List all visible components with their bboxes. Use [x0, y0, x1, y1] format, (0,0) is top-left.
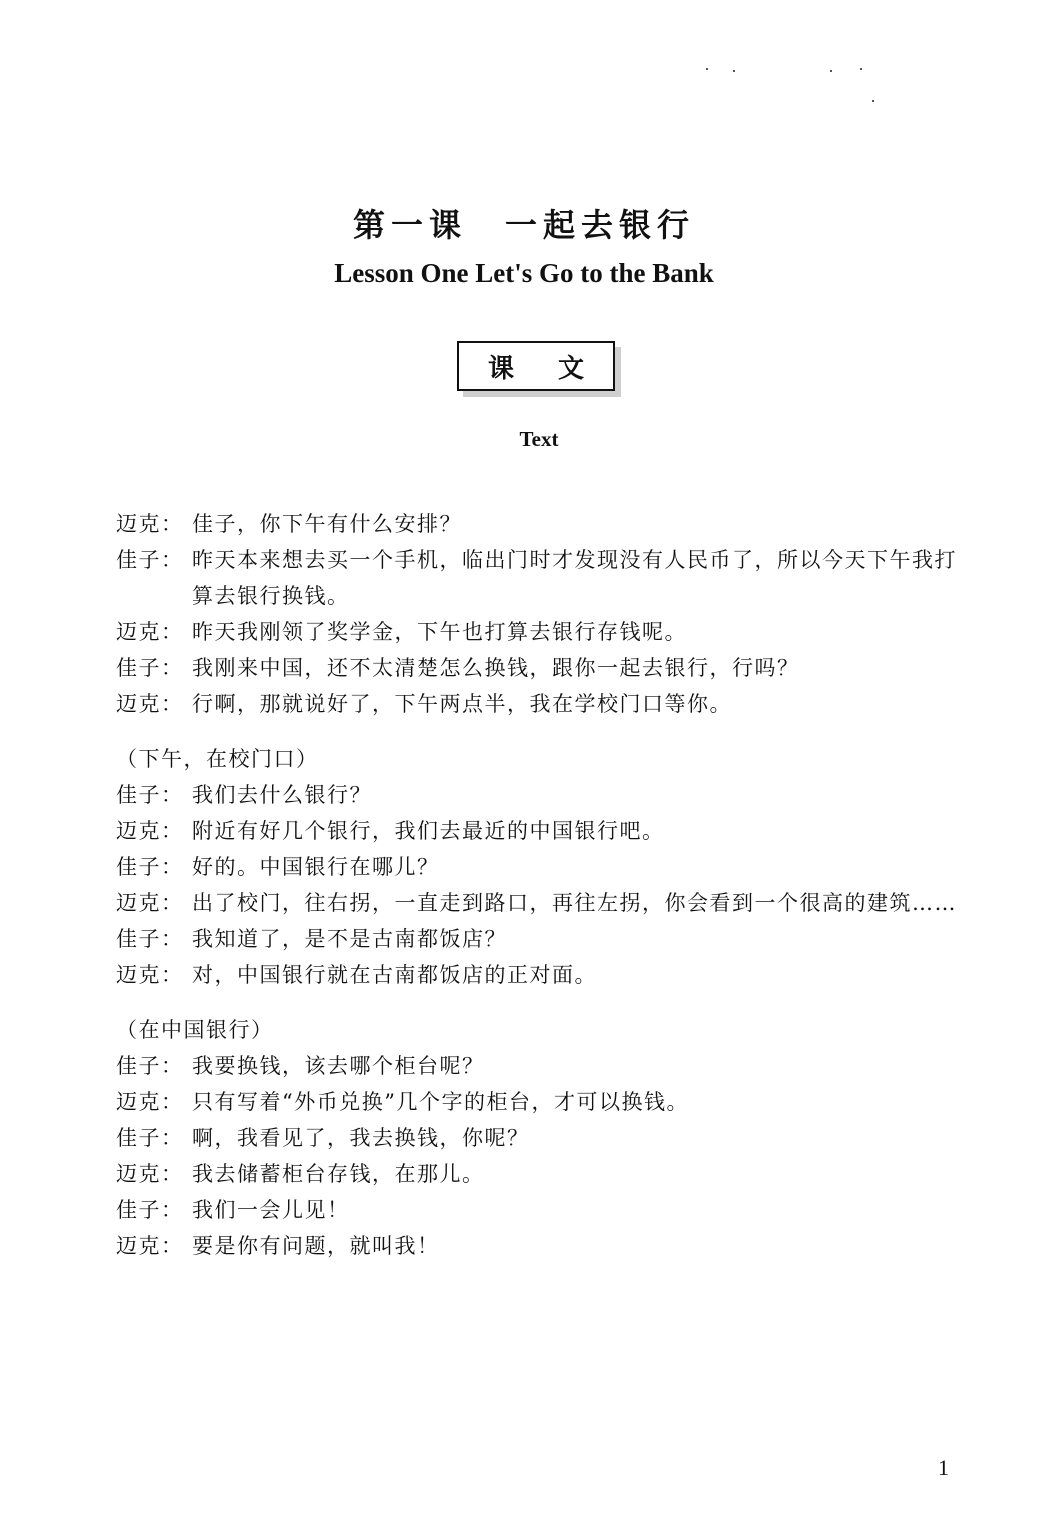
speaker: 迈克：: [116, 891, 184, 915]
dialogue-line: [116, 921, 976, 957]
speaker: 佳子：: [116, 1198, 184, 1222]
utterance: 附近有好几个银行，我们去最近的中国银行吧。: [192, 819, 665, 843]
section-label-box: [457, 341, 628, 391]
speaker: 佳子：: [116, 1054, 184, 1078]
dialogue-line: [116, 1048, 976, 1084]
utterance: 对，中国银行就在古南都饭店的正对面。: [192, 963, 597, 987]
section-label: 课文: [487, 353, 628, 384]
dialogue-line: [116, 1192, 976, 1228]
utterance: 昨天我刚领了奖学金，下午也打算去银行存钱呢。: [192, 620, 687, 644]
speaker: 佳子：: [116, 783, 184, 807]
dialogue-line: [116, 1120, 976, 1156]
dialogue-line: [116, 542, 976, 614]
utterance: 只有写着“外币兑换”几个字的柜台，才可以换钱。: [192, 1090, 689, 1114]
stage-direction: （下午，在校门口）: [116, 747, 319, 771]
dialogue-line: [116, 650, 976, 686]
utterance: 昨天本来想去买一个手机，临出门时才发现没有人民币了，所以今天下午我打算去银行换钱。: [192, 548, 957, 608]
dialogue-line: [116, 614, 976, 650]
utterance: 我去储蓄柜台存钱，在那儿。: [192, 1162, 485, 1186]
scan-speck: [830, 70, 832, 72]
utterance: 要是你有问题，就叫我！: [192, 1234, 440, 1258]
utterance: 出了校门，往右拐，一直走到路口，再往左拐，你会看到一个很高的建筑……: [192, 891, 957, 915]
utterance: 我刚来中国，还不太清楚怎么换钱，跟你一起去银行，行吗？: [192, 656, 800, 680]
scan-speck: [733, 70, 735, 72]
dialogue-line: [116, 957, 976, 993]
dialogue-line: [116, 777, 976, 813]
speaker: 迈克：: [116, 620, 184, 644]
speaker: 迈克：: [116, 963, 184, 987]
dialogue-line: [116, 686, 976, 722]
speaker: 迈克：: [116, 1162, 184, 1186]
dialogue: [116, 506, 976, 1264]
speaker: 迈克：: [116, 512, 184, 536]
utterance: 我知道了，是不是古南都饭店？: [192, 927, 507, 951]
dialogue-line: [116, 1228, 976, 1264]
utterance: 好的。中国银行在哪儿？: [192, 855, 440, 879]
page-title: 第一课 一起去银行: [352, 206, 695, 244]
dialogue-line: [116, 1156, 976, 1192]
scan-speck: [872, 100, 874, 102]
speaker: 迈克：: [116, 1234, 184, 1258]
utterance: 啊，我看见了，我去换钱，你呢？: [192, 1126, 530, 1150]
scan-speck: [860, 68, 862, 70]
utterance: 行啊，那就说好了，下午两点半，我在学校门口等你。: [192, 692, 732, 716]
scan-speck: [706, 68, 708, 70]
speaker: 佳子：: [116, 656, 184, 680]
speaker: 迈克：: [116, 819, 184, 843]
utterance: 我要换钱，该去哪个柜台呢？: [192, 1054, 485, 1078]
section-caption: Text: [519, 427, 559, 451]
dialogue-line: [116, 813, 976, 849]
speaker: 佳子：: [116, 927, 184, 951]
speaker: 佳子：: [116, 548, 184, 572]
speaker: 迈克：: [116, 692, 184, 716]
speaker: 佳子：: [116, 1126, 184, 1150]
utterance: 佳子，你下午有什么安排？: [192, 512, 462, 536]
dialogue-line: [116, 849, 976, 885]
dialogue-line: [116, 506, 976, 542]
dialogue-line: [116, 1084, 976, 1120]
speaker: 迈克：: [116, 1090, 184, 1114]
speaker: 佳子：: [116, 855, 184, 879]
dialogue-line: [116, 885, 976, 921]
page-number: 1: [938, 1455, 949, 1480]
utterance: 我们一会儿见！: [192, 1198, 350, 1222]
utterance: 我们去什么银行？: [192, 783, 372, 807]
stage-direction: （在中国银行）: [116, 1018, 274, 1042]
page-subtitle: Lesson One Let's Go to the Bank: [334, 258, 714, 288]
